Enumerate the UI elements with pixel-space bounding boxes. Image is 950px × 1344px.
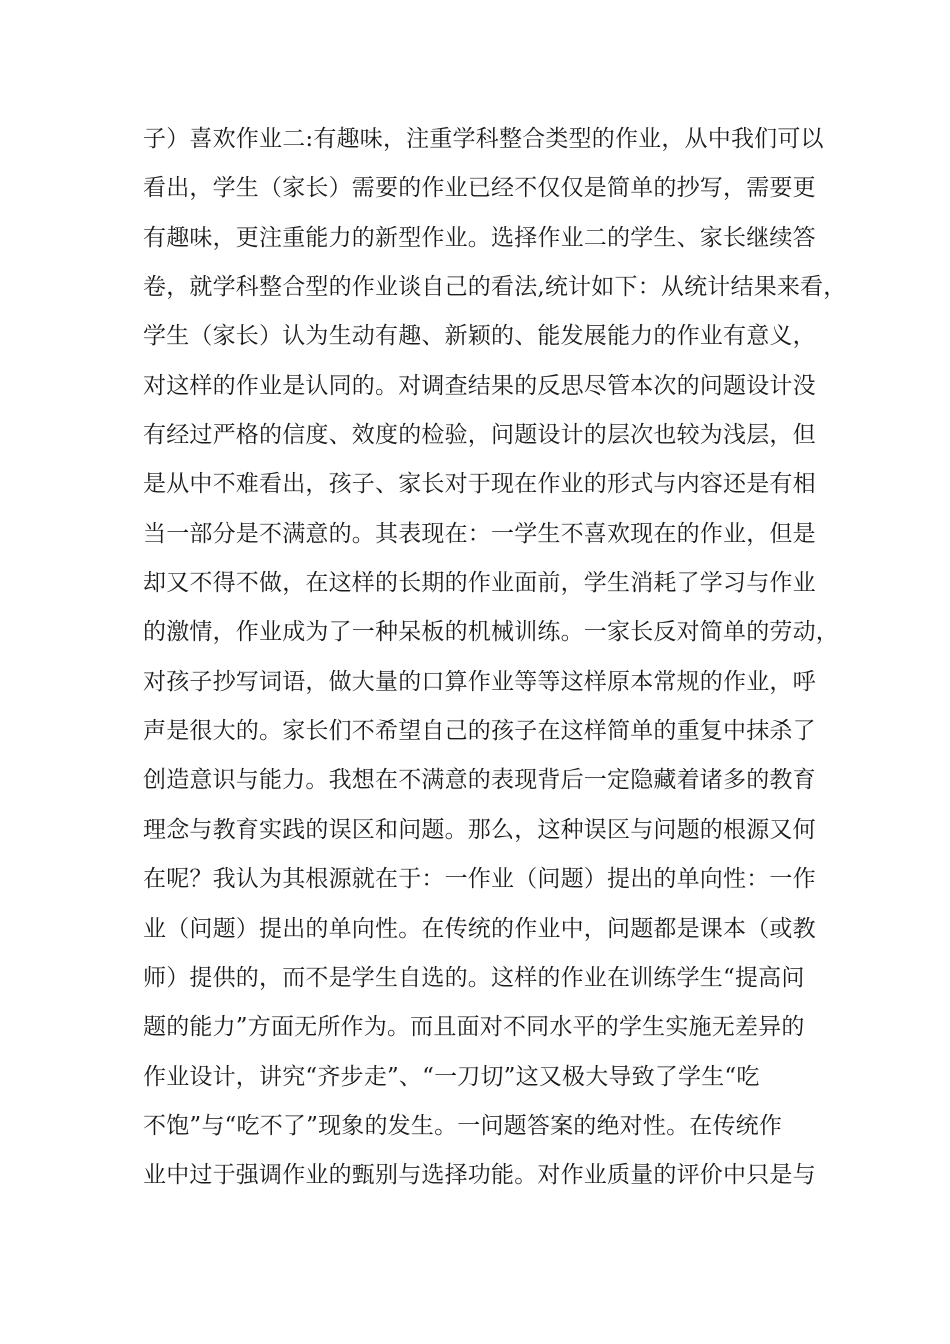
text-line: 有趣味，更注重能力的新型作业。选择作业二的学生、家长继续答 [143,224,816,251]
text-line: 是从中不难看出，孩子、家长对于现在作业的形式与内容还是有相 [143,471,816,498]
text-line: 不饱”与“吃不了”现象的发生。一问题答案的绝对性。在传统作 [143,1112,783,1139]
text-line: 学生（家长）认为生动有趣、新颖的、能发展能力的作业有意义， [143,323,816,350]
text-line: 当一部分是不满意的。其表现在：一学生不喜欢现在的作业，但是 [143,520,816,547]
text-line: 创造意识与能力。我想在不满意的表现背后一定隐藏着诸多的教育 [143,767,816,794]
text-line: 作业设计，讲究“齐步走”、“一刀切”这又极大导致了学生“吃 [143,1063,760,1090]
text-line: 对孩子抄写词语，做大量的口算作业等等这样原本常规的作业，呼 [143,668,816,695]
text-line: 却又不得不做，在这样的长期的作业面前，学生消耗了学习与作业 [143,570,816,597]
text-line: 声是很大的。家长们不希望自己的孩子在这样简单的重复中抹杀了 [143,718,816,745]
text-line: 师）提供的，而不是学生自选的。这样的作业在训练学生“提高问 [143,964,805,991]
text-line: 业中过于强调作业的甄别与选择功能。对作业质量的评价中只是与 [143,1162,816,1189]
text-line: 看出，学生（家长）需要的作业已经不仅仅是简单的抄写，需要更 [143,175,816,202]
text-line: 在呢？我认为其根源就在于：一作业（问题）提出的单向性：一作 [143,866,816,893]
text-line: 题的能力”方面无所作为。而且面对不同水平的学生实施无差异的 [143,1014,805,1041]
text-line: 子）喜欢作业二:有趣味，注重学科整合类型的作业，从中我们可以 [143,126,824,152]
text-line: 卷，就学科整合型的作业谈自己的看法,统计如下：从统计结果来看， [143,274,847,301]
text-line: 理念与教育实践的误区和问题。那么，这种误区与问题的根源又何 [143,816,816,843]
text-line: 业（问题）提出的单向性。在传统的作业中，问题都是课本（或教 [143,915,816,942]
text-line: 的激情，作业成为了一种呆板的机械训练。一家长反对简单的劳动， [143,619,839,646]
text-line: 对这样的作业是认同的。对调查结果的反思尽管本次的问题设计没 [143,372,816,399]
text-line: 有经过严格的信度、效度的检验，问题设计的层次也较为浅层，但 [143,422,816,449]
body-text [143,121,847,1207]
